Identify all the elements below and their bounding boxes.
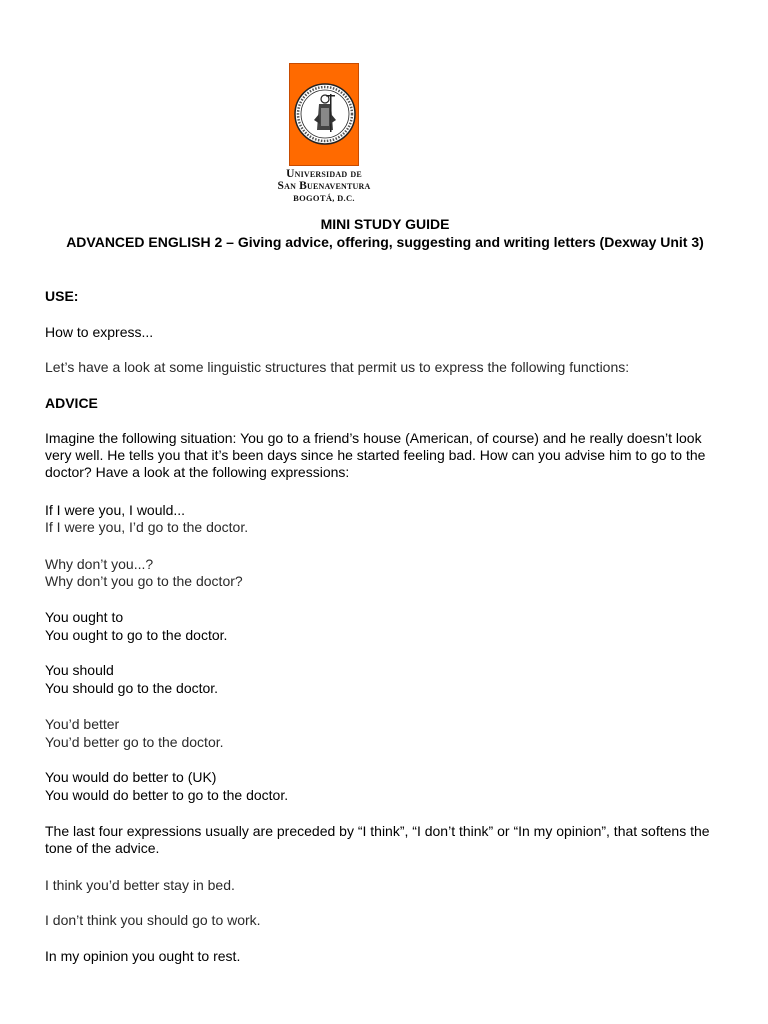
expression-example: Why don’t you go to the doctor? — [45, 573, 243, 589]
university-seal-icon — [289, 63, 359, 166]
doc-subtitle: ADVANCED ENGLISH 2 – Giving advice, offering, suggesting and writing letters (Dexway Unit 3) — [66, 234, 704, 250]
expression-example: You’d better go to the doctor. — [45, 734, 224, 750]
doc-title: MINI STUDY GUIDE — [320, 216, 450, 232]
example-sentence: I don’t think you should go to work. — [45, 912, 261, 928]
university-name — [262, 168, 386, 204]
expression-example: You ought to go to the doctor. — [45, 627, 228, 643]
expression-form: You would do better to (UK) — [45, 769, 217, 785]
expression-form: You’d better — [45, 716, 120, 732]
advice-heading: ADVICE — [45, 395, 98, 411]
university-name-line1: Universidad de — [286, 168, 362, 180]
situation-paragraph: Imagine the following situation: You go to a friend’s house (American, of course) and he really doesn’t look very well. He tells you that it’s been days since he started feeling bad. How can you advise him to go to the doctor? Have a look at the following expressions: — [45, 430, 706, 480]
university-name-line2: San Buenaventura — [277, 180, 371, 192]
university-city: BOGOTÁ, D.C. — [293, 193, 355, 203]
expression-form: You ought to — [45, 609, 124, 625]
how-to-line: How to express... — [45, 324, 154, 340]
example-sentence: In my opinion you ought to rest. — [45, 948, 241, 964]
use-heading: USE: — [45, 288, 79, 304]
expression-form: Why don’t you...? — [45, 556, 154, 572]
expression-form: You should — [45, 662, 114, 678]
expression-example: You would do better to go to the doctor. — [45, 787, 289, 803]
expression-example: If I were you, I’d go to the doctor. — [45, 519, 249, 535]
expression-example: You should go to the doctor. — [45, 680, 219, 696]
intro-paragraph: Let’s have a look at some linguistic structures that permit us to express the following functions: — [45, 359, 630, 375]
expression-form: If I were you, I would... — [45, 502, 186, 518]
last-four-note: The last four expressions usually are preceded by “I think”, “I don’t think” or “In my opinion”, that softens the tone of the advice. — [45, 823, 710, 856]
example-sentence: I think you’d better stay in bed. — [45, 877, 235, 893]
